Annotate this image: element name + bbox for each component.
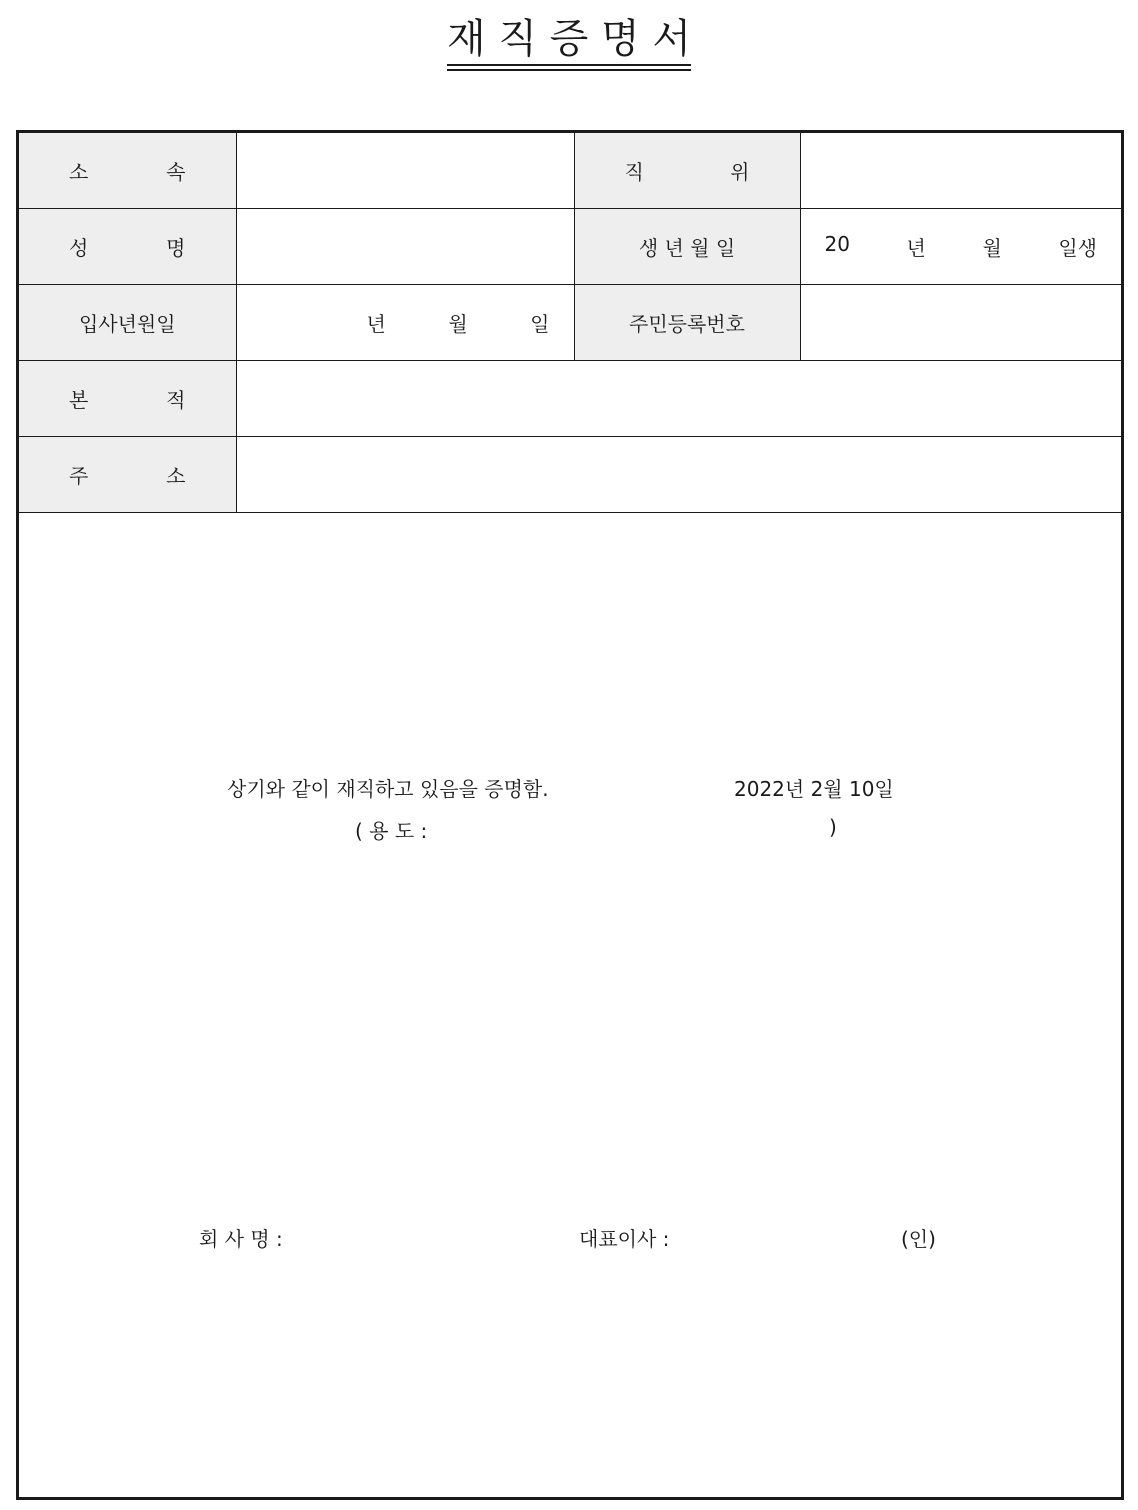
company-name-label: 회 사 명 : — [199, 1227, 283, 1251]
birth-prefix: 20 — [824, 232, 850, 256]
birth-year-unit: 년 — [906, 236, 926, 260]
certification-statement: 상기와 같이 재직하고 있음을 증명함. — [227, 777, 549, 801]
resident-no-field[interactable] — [800, 285, 1121, 361]
name-field[interactable] — [236, 209, 574, 285]
join-month-unit: 월 — [448, 312, 468, 336]
employee-info-table — [19, 133, 1121, 513]
certificate-frame — [16, 130, 1124, 1500]
address-field[interactable] — [236, 437, 1121, 513]
name-label: 성 명 — [19, 209, 236, 285]
join-date-label: 입사년원일 — [19, 285, 236, 361]
document-title — [0, 14, 1138, 66]
join-date-field[interactable] — [236, 285, 574, 361]
join-day-unit: 일 — [530, 312, 550, 336]
domicile-label: 본 적 — [19, 361, 236, 437]
ceo-label: 대표이사 : — [579, 1227, 670, 1251]
table-row-domicile — [19, 361, 1121, 437]
birth-month-unit: 월 — [982, 236, 1002, 260]
join-year-unit: 년 — [366, 312, 386, 336]
seal-mark: (인) — [901, 1227, 936, 1251]
domicile-field[interactable] — [236, 361, 1121, 437]
table-row-name — [19, 209, 1121, 285]
document-title-text: 재 직 증 명 서 — [447, 14, 691, 66]
affiliation-label: 소 속 — [19, 133, 236, 209]
purpose-label: ( 용 도 : — [355, 819, 428, 843]
birth-day-unit: 일생 — [1058, 236, 1097, 260]
affiliation-field[interactable] — [236, 133, 574, 209]
issue-date: 2022년 2월 10일 — [734, 777, 894, 801]
table-row-affiliation — [19, 133, 1121, 209]
purpose-close: ) — [829, 815, 837, 839]
birth-label: 생 년 월 일 — [574, 209, 800, 285]
resident-no-label: 주민등록번호 — [574, 285, 800, 361]
position-label: 직 위 — [574, 133, 800, 209]
position-field[interactable] — [800, 133, 1121, 209]
table-row-join-date — [19, 285, 1121, 361]
address-label: 주 소 — [19, 437, 236, 513]
table-row-address — [19, 437, 1121, 513]
birth-field[interactable] — [800, 209, 1121, 285]
